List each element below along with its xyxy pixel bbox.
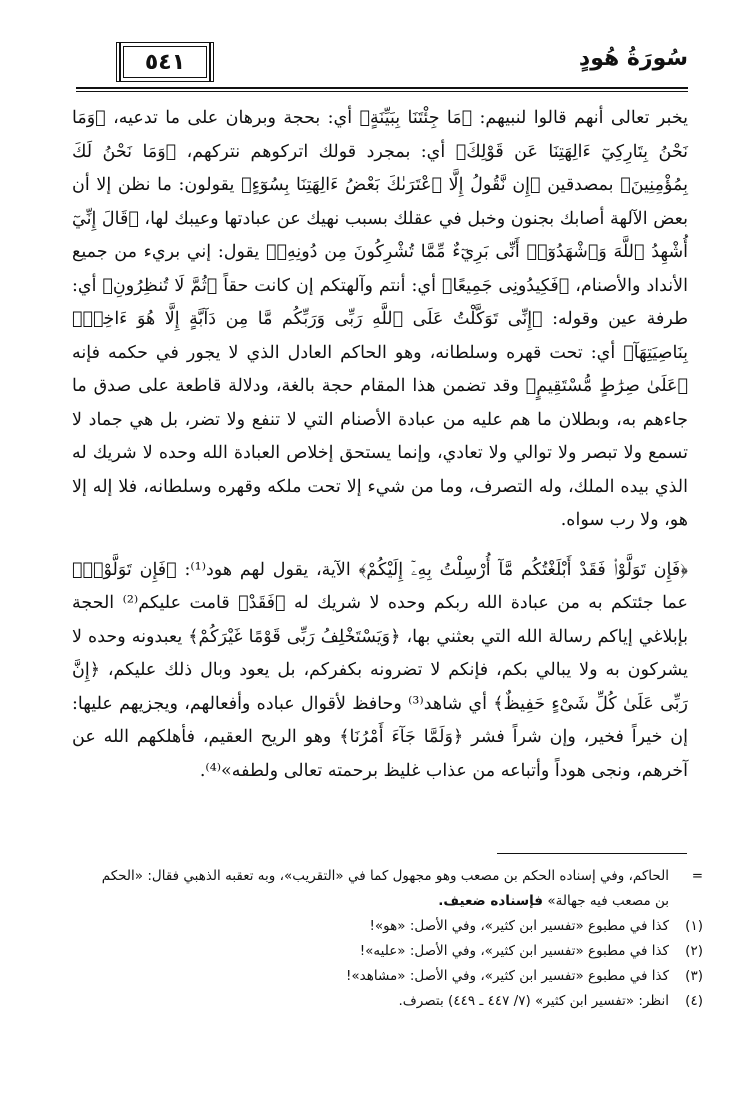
continuation-marker: = — [691, 868, 703, 884]
footnotes — [95, 864, 703, 1014]
header-rule — [76, 87, 688, 89]
footnote-number: (٣) — [685, 968, 703, 984]
paragraph: يخبر تعالى أنهم قالوا لنبيهم: ﴿مَا جِئْتَنَا بِبَيِّنَةٍ﴾ أي: بحجة وبرهان على ما تدعيه، ﴿وَمَا نَحْنُ بِتَارِكِيٓ ءَالِهَتِنَا عَن قَوْلِكَ﴾ أي: بمجرد قولك اتركوهم نتركهم، ﴿وَمَا نَحْنُ لَكَ بِمُؤْمِنِينَ﴾ بمصدقين ﴿إِن نَّقُولُ إِلَّا ٱعْتَرَىٰكَ بَعْضُ ءَالِهَتِنَا بِسُوٓءٍ﴾ يقولون: ما نظن إلا أن بعض الآلهة أصابك بجنون وخبل في عقلك بسبب نهيك عن عبادتها وعيبك لها، ﴿قَالَ إِنِّيٓ أُشْهِدُ ٱللَّهَ وَٱشْهَدُوٓا۟ أَنِّى بَرِيٓءٌ مِّمَّا تُشْرِكُونَ مِن دُونِهِۦ﴾ يقول: إني بريء من جميع الأنداد والأصنام، ﴿فَكِيدُونِى جَمِيعًا﴾ أي: أنتم وآلهتكم إن كانت حقاً ﴿ثُمَّ لَا تُنظِرُونِ﴾ أي: طرفة عين وقوله: ﴿إِنِّى تَوَكَّلْتُ عَلَى ٱللَّهِ رَبِّى وَرَبِّكُم مَّا مِن دَآبَّةٍ إِلَّا هُوَ ءَاخِذٌۢ بِنَاصِيَتِهَآ﴾ أي: تحت قهره وسلطانه، وهو الحاكم العادل الذي لا يجور في حكمه فإنه ﴿عَلَىٰ صِرَٰطٍ مُّسْتَقِيمٍ﴾ وقد تضمن هذا المقام حجة بالغة، ودلالة قاطعة على صدق ما جاءهم به، وبطلان ما هم عليه من عبادة الأصنام التي لا تنفع ولا تضر، بل هي جماد لا تسمع ولا تبصر ولا توالي ولا تعادي، وإنما يستحق إخلاص العبادة الله وحده لا شريك له الذي بيده الملك، وله التصرف، وما من شيء إلا تحت ملكه وقهره وسلطانه، فلا إله إلا هو، ولا رب سواه. — [72, 108, 688, 530]
page-number-frame — [116, 42, 214, 82]
footnote-text: انظر: «تفسير ابن كثير» (٧/ ٤٤٧ ـ ٤٤٩) بتصرف. — [398, 993, 669, 1009]
page-header — [76, 38, 688, 98]
footnote — [95, 939, 703, 964]
footnote-text: كذا في مطبوع «تفسير ابن كثير»، وفي الأصل: «هو»! — [369, 918, 669, 934]
footnote-verdict: فإسناده ضعيف. — [438, 893, 544, 909]
footnote-continuation — [95, 864, 703, 914]
page-number: ٥٤١ — [123, 46, 207, 78]
footnote — [95, 964, 703, 989]
footnote-text: كذا في مطبوع «تفسير ابن كثير»، وفي الأصل: «مشاهد»! — [346, 968, 669, 984]
footnote-number: (٢) — [685, 943, 703, 959]
paragraph: ﴿فَإِن تَوَلَّوْا۟ فَقَدْ أَبْلَغْتُكُم مَّآ أُرْسِلْتُ بِهِۦٓ إِلَيْكُمْ﴾ الآية، يقول لهم هود⁽¹⁾: ﴿فَإِن تَوَلَّوْا۟﴾ عما جئتكم به من عبادة الله ربكم وحده لا شريك له ﴿فَقَدْ﴾ قامت عليكم⁽²⁾ الحجة بإبلاغي إياكم رسالة الله التي بعثني بها، ﴿وَيَسْتَخْلِفُ رَبِّى قَوْمًا غَيْرَكُمْ﴾ يعبدونه وحده لا يشركون به ولا يبالي بكم، فإنكم لا تضرونه بكفركم، بل يعود وبال ذلك عليكم، ﴿إِنَّ رَبِّى عَلَىٰ كُلِّ شَىْءٍ حَفِيظٌ﴾ أي شاهد⁽³⁾ وحافظ لأقوال عباده وأفعالهم، ويجزيهم عليها: إن خيراً فخير، وإن شراً فشر ﴿وَلَمَّا جَآءَ أَمْرُنَا﴾ وهو الريح العقيم، فأهلكهم الله عن آخرهم، ونجى هوداً وأتباعه من عذاب غليظ برحمته تعالى ولطفه»⁽⁴⁾. — [72, 559, 688, 781]
surah-title: سُورَةُ هُودٍ — [578, 46, 688, 71]
footnote-divider — [497, 853, 687, 854]
footnote-text: الحاكم، وفي إسناده الحكم بن مصعب وهو مجهول كما في «التقريب»، وبه تعقبه الذهبي فقال: «الحكم بن مصعب فيه جهالة» — [101, 868, 669, 909]
header-rule-thin — [76, 91, 688, 92]
footnote — [95, 914, 703, 939]
footnote-number: (٤) — [685, 993, 703, 1009]
footnote — [95, 989, 703, 1014]
footnote-number: (١) — [685, 918, 703, 934]
main-text — [72, 102, 688, 788]
footnote-text: كذا في مطبوع «تفسير ابن كثير»، وفي الأصل: «عليه»! — [359, 943, 669, 959]
